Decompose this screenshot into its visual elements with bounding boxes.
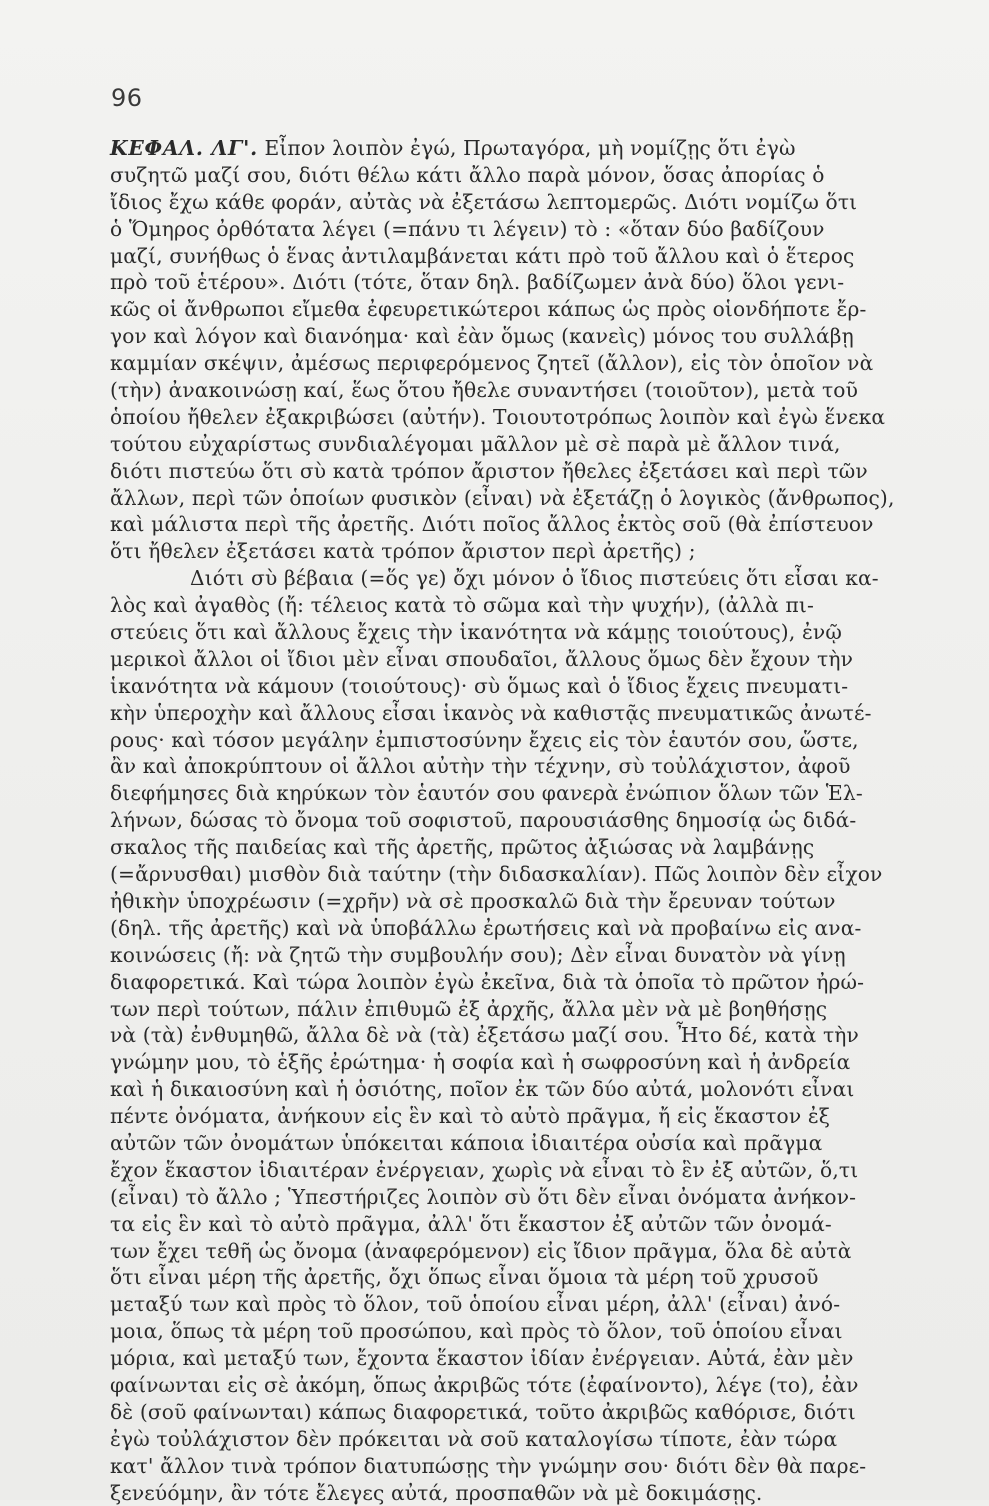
text-line: ὅτι ἤθελεν ἐξετάσει κατὰ τρόπον ἄριστον περὶ ἀρετῆς) ; bbox=[110, 539, 696, 564]
text-line: δὲ (σοῦ φαίνωνται) κάπως διαφορετικά, τοῦτο ἀκριβῶς καθόρισε, διότι bbox=[110, 1399, 856, 1424]
text-line: μόρια, καὶ μεταξύ των, ἔχοντα ἕκαστον ἰδίαν ἐνέργειαν. Αὐτά, ἐὰν μὲν bbox=[110, 1346, 854, 1371]
text-line: σκαλος τῆς παιδείας καὶ τῆς ἀρετῆς, πρῶτος ἀξιώσας νὰ λαμβάνῃς bbox=[110, 835, 815, 860]
text-line: μοια, ὅπως τὰ μέρη τοῦ προσώπου, καὶ πρὸς τὸ ὅλον, τοῦ ὁποίου εἶναι bbox=[110, 1319, 843, 1344]
text-line: διεφήμησες διὰ κηρύκων τὸν ἑαυτόν σου φανερὰ ἐνώπιον ὅλων τῶν Ἑλ- bbox=[110, 781, 863, 806]
text-line: λὸς καὶ ἀγαθὸς (ἤ: τέλειος κατὰ τὸ σῶμα καὶ τὴν ψυχήν), (ἀλλὰ πι- bbox=[110, 593, 814, 618]
text-line: συζητῶ μαζί σου, διότι θέλω κάτι ἄλλο παρὰ μόνον, ὅσας ἀπορίας ὁ bbox=[110, 162, 825, 187]
text-line: μαζί, συνήθως ὁ ἕνας ἀντιλαμβάνεται κάτι πρὸ τοῦ ἄλλου καὶ ὁ ἕτερος bbox=[110, 243, 855, 268]
text-line: ρους· καὶ τόσον μεγάλην ἐμπιστοσύνην ἔχεις εἰς τὸν ἑαυτόν σου, ὥστε, bbox=[110, 727, 859, 752]
text-line: ἔχον ἕκαστον ἰδιαιτέραν ἐνέργειαν, χωρὶς νὰ εἶναι τὸ ἓν ἐξ αὐτῶν, ὅ,τι bbox=[110, 1157, 859, 1182]
text-line: πέντε ὀνόματα, ἀνήκουν εἰς ἓν καὶ τὸ αὐτὸ πρᾶγμα, ἤ εἰς ἕκαστον ἐξ bbox=[110, 1104, 831, 1129]
text-line: καμμίαν σκέψιν, ἀμέσως περιφερόμενος ζητεῖ (ἄλλον), εἰς τὸν ὁποῖον νὰ bbox=[110, 351, 874, 376]
text-line: μερικοὶ ἄλλοι οἱ ἴδιοι μὲν εἶναι σπουδαῖοι, ἄλλους ὅμως δὲν ἔχουν τὴν bbox=[110, 646, 854, 671]
page-number: 96 bbox=[111, 84, 143, 112]
text-line: καὶ μάλιστα περὶ τῆς ἀρετῆς. Διότι ποῖος ἄλλος ἐκτὸς σοῦ (θὰ ἐπίστευον bbox=[110, 512, 874, 537]
text-line: κατ' ἄλλον τινὰ τρόπον διατυπώσῃς τὴν γνώμην σου· διότι δὲν θὰ παρε- bbox=[110, 1453, 867, 1478]
text-line: ἐγὼ τοὐλάχιστον δὲν πρόκειται νὰ σοῦ καταλογίσω τίποτε, ἐὰν τώρα bbox=[110, 1426, 838, 1451]
text-line: (δηλ. τῆς ἀρετῆς) καὶ νὰ ὑποβάλλω ἐρωτήσεις καὶ νὰ προβαίνω εἰς ανα- bbox=[110, 915, 862, 940]
text-line: γον καὶ λόγον καὶ διανόημα· καὶ ἐὰν ὅμως (κανεὶς) μόνος του συλλάβῃ bbox=[110, 324, 854, 349]
text-line: τα εἰς ἓν καὶ τὸ αὐτὸ πρᾶγμα, ἀλλ' ὅτι ἕκαστον ἐξ αὐτῶν τῶν ὀνομά- bbox=[110, 1211, 832, 1236]
text-line: ὁ Ὅμηρος ὀρθότατα λέγει (=πάνυ τι λέγειν) τὸ : «ὅταν δύο βαδίζουν bbox=[110, 216, 825, 241]
text-line: κῶς οἱ ἄνθρωποι εἴμεθα ἐφευρετικώτεροι κάπως ὡς πρὸς οἱονδήποτε ἔρ- bbox=[110, 297, 867, 322]
text-line: κὴν ὑπεροχὴν καὶ ἄλλους εἶσαι ἱκανὸς νὰ καθιστᾷς πνευματικῶς ἀνωτέ- bbox=[110, 700, 872, 725]
text-line: φαίνωνται εἰς σὲ ἀκόμη, ὅπως ἀκριβῶς τότε (ἐφαίνοντο), λέγε (το), ἐὰν bbox=[110, 1372, 859, 1397]
text-line: καὶ ἡ δικαιοσύνη καὶ ἡ ὁσιότης, ποῖον ἐκ τῶν δύο αὐτά, μολονότι εἶναι bbox=[110, 1077, 855, 1102]
body-text bbox=[110, 135, 930, 1506]
text-line: ἠθικὴν ὑποχρέωσιν (=χρῆν) νὰ σὲ προσκαλῶ διὰ τὴν ἔρευναν τούτων bbox=[110, 888, 836, 913]
text-line: ἱκανότητα νὰ κάμουν (τοιούτους)· σὺ ὅμως καὶ ὁ ἴδιος ἔχεις πνευματι- bbox=[110, 673, 849, 698]
text-line: μεταξύ των καὶ πρὸς τὸ ὅλον, τοῦ ὁποίου εἶναι μέρη, ἀλλ' (εἶναι) ἀνό- bbox=[110, 1292, 841, 1317]
text-line: (τὴν) ἀνακοινώσῃ καί, ἕως ὅτου ἤθελε συναντήσει (τοιοῦτον), μετὰ τοῦ bbox=[110, 378, 859, 403]
text-line: νὰ (τὰ) ἐνθυμηθῶ, ἄλλα δὲ νὰ (τὰ) ἐξετάσω μαζί σου. Ἦτο δέ, κατὰ τὴν bbox=[110, 1023, 859, 1048]
text-line bbox=[110, 135, 930, 162]
text-line: των περὶ τούτων, πάλιν ἐπιθυμῶ ἐξ ἀρχῆς, ἄλλα μὲν νὰ μὲ βοηθήσῃς bbox=[110, 996, 828, 1021]
text-line: ἂν καὶ ἀποκρύπτουν οἱ ἄλλοι αὐτὴν τὴν τέχνην, σὺ τοὐλάχιστον, ἀφοῦ bbox=[110, 754, 851, 779]
text-line: ξενεύόμην, ἂν τότε ἔλεγες αὐτά, προσπαθῶν νὰ μὲ δοκιμάσῃς. bbox=[110, 1480, 763, 1505]
text-line: (εἶναι) τὸ ἄλλο ; Ὑπεστήριζες λοιπὸν σὺ ὅτι δὲν εἶναι ὀνόματα ἀνήκον- bbox=[110, 1184, 857, 1209]
text-line: ὁποίου ἤθελεν ἐξακριβώσει (αὐτήν). Τοιουτοτρόπως λοιπὸν καὶ ἐγὼ ἕνεκα bbox=[110, 404, 886, 429]
text-line: πρὸ τοῦ ἑτέρου». Διότι (τότε, ὅταν δηλ. βαδίζωμεν ἀνὰ δύο) ὅλοι γενι- bbox=[110, 270, 845, 295]
chapter-heading: ΚΕΦΑΛ. ΛΓ'. bbox=[110, 136, 258, 160]
text-line: τούτου εὐχαρίστως συνδιαλέγομαι μᾶλλον μὲ σὲ παρὰ μὲ ἄλλον τινά, bbox=[110, 431, 841, 456]
text-line: κοινώσεις (ἤ: νὰ ζητῶ τὴν συμβουλήν σου); Δὲν εἶναι δυνατὸν νὰ γίνῃ bbox=[110, 942, 846, 967]
text-line: διότι πιστεύω ὅτι σὺ κατὰ τρόπον ἄριστον ἤθελες ἐξετάσει καὶ περὶ τῶν bbox=[110, 458, 868, 483]
text-line: ἴδιος ἔχω κάθε φοράν, αὐτὰς νὰ ἐξετάσω λεπτομερῶς. Διότι νομίζω ὅτι bbox=[110, 189, 858, 214]
text-line: αὐτῶν τῶν ὀνομάτων ὑπόκειται κάποια ἰδιαιτέρα οὐσία καὶ πρᾶγμα bbox=[110, 1130, 823, 1155]
text-line: ἄλλων, περὶ τῶν ὁποίων φυσικὸν (εἶναι) νὰ ἐξετάζῃ ὁ λογικὸς (ἄνθρωπος), bbox=[110, 485, 895, 510]
text-line: ὅτι εἶναι μέρη τῆς ἀρετῆς, ὄχι ὅπως εἶναι ὅμοια τὰ μέρη τοῦ χρυσοῦ bbox=[110, 1265, 819, 1290]
text-line: στεύεις ὅτι καὶ ἄλλους ἔχεις τὴν ἱκανότητα νὰ κάμῃς τοιούτους), ἐνῷ bbox=[110, 620, 842, 645]
text-line: των ἔχει τεθῆ ὡς ὄνομα (ἀναφερόμενον) εἰς ἴδιον πρᾶγμα, ὅλα δὲ αὐτὰ bbox=[110, 1238, 852, 1263]
text-line: λήνων, δώσας τὸ ὄνομα τοῦ σοφιστοῦ, παρουσιάσθης δημοσίᾳ ὡς διδά- bbox=[110, 808, 857, 833]
paragraph-start-line: Διότι σὺ βέβαια (=ὅς γε) ὄχι μόνον ὁ ἴδιος πιστεύεις ὅτι εἶσαι κα- bbox=[190, 566, 879, 591]
text-line-content: Εἶπον λοιπὸν ἐγώ, Πρωταγόρα, μὴ νομίζῃς ὅτι ἐγὼ bbox=[257, 136, 796, 160]
text-line: διαφορετικά. Καὶ τώρα λοιπὸν ἐγὼ ἐκεῖνα, διὰ τὰ ὁποῖα τὸ πρῶτον ἠρώ- bbox=[110, 969, 865, 994]
text-line: γνώμην μου, τὸ ἑξῆς ἐρώτημα· ἡ σοφία καὶ ἡ σωφροσύνη καὶ ἡ ἀνδρεία bbox=[110, 1050, 851, 1075]
text-line: (=ἄρνυσθαι) μισθὸν διὰ ταύτην (τὴν διδασκαλίαν). Πῶς λοιπὸν δὲν εἶχον bbox=[110, 862, 883, 887]
